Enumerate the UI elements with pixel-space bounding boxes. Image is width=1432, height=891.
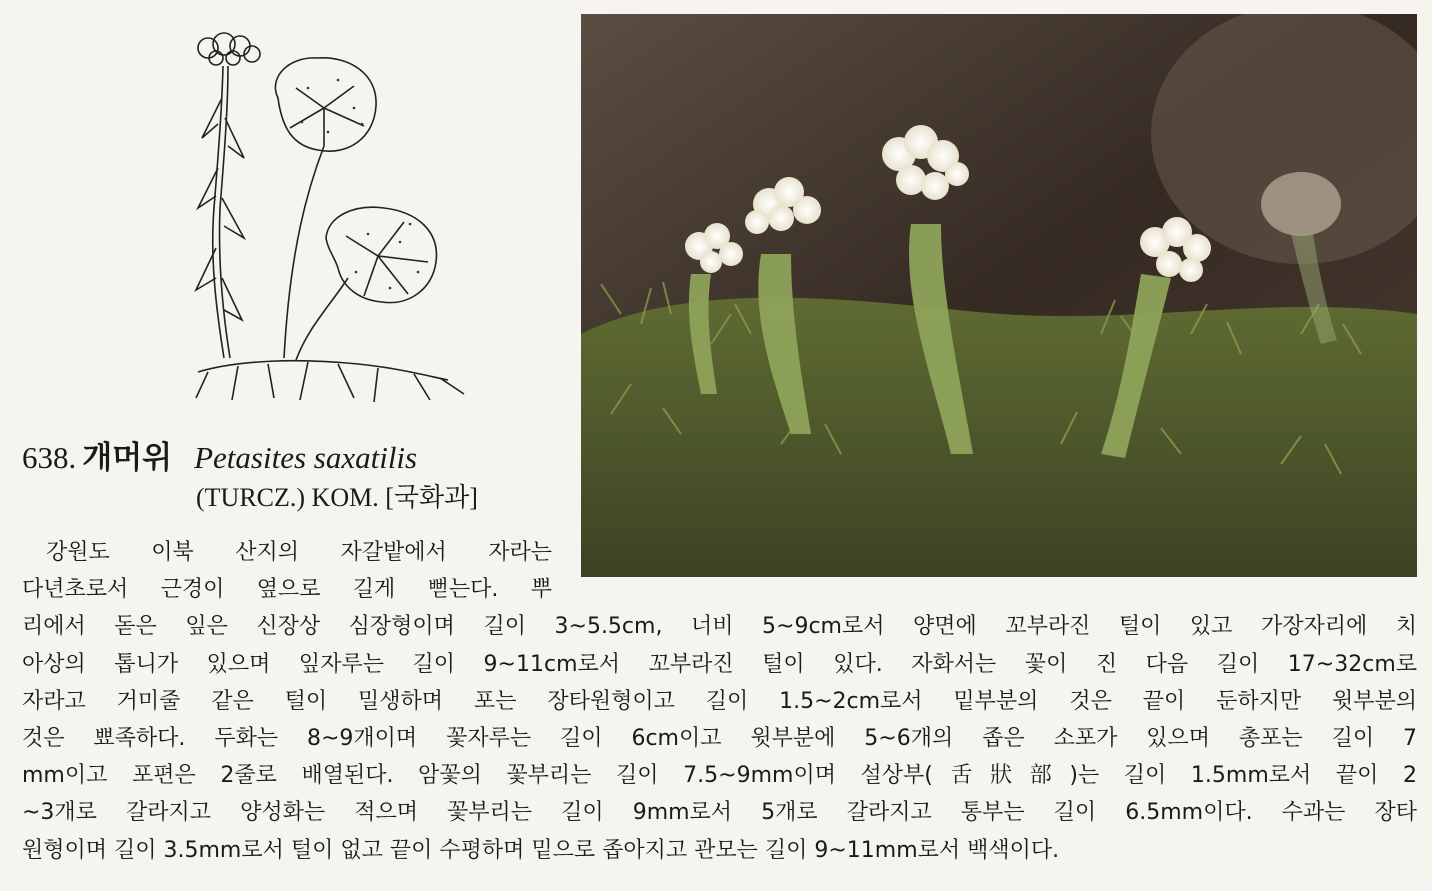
description-text bbox=[22, 534, 1417, 869]
description-line: 강원도 이북 산지의 자갈밭에서 자라는 bbox=[46, 540, 552, 565]
flower-cluster-drawing bbox=[198, 33, 260, 65]
description-line: 원형이며 길이 3.5mm로서 털이 없고 끝이 수평하며 밑으로 좁아지고 관모는 길이 9~11mm로서 백색이다. bbox=[22, 837, 1060, 863]
plant-photograph bbox=[581, 14, 1417, 577]
entry-number: 638. bbox=[22, 440, 77, 475]
description-line: ~3개로 갈라지고 양성화는 적으며 꽃부리는 길이 9mm로서 5개로 갈라지고 통부는 길이 6.5mm이다. 수과는 장타 bbox=[22, 800, 1417, 826]
description-line: 아상의 톱니가 있으며 잎자루는 길이 9~11cm로서 꼬부라진 털이 있다. 자화서는 꽃이 진 다음 길이 17~32cm로 bbox=[22, 651, 1417, 677]
leaf-dot-texture bbox=[301, 79, 420, 290]
scientific-name: Petasites saxatilis bbox=[194, 440, 418, 475]
description-line: 다년초로서 근경이 옆으로 길게 뻗는다. 뿌 bbox=[22, 577, 552, 603]
description-line: 자라고 거미줄 같은 털이 밀생하며 포는 장타원형이고 길이 1.5~2cm로서 밑부분의 것은 끝이 둔하지만 윗부분의 bbox=[22, 688, 1417, 714]
botanical-illustration bbox=[178, 28, 478, 406]
description-line: 것은 뾰족하다. 두화는 8~9개이며 꽃자루는 길이 6cm이고 윗부분에 5~6개의 좁은 소포가 있으며 총포는 길이 7 bbox=[22, 725, 1417, 751]
entry-heading bbox=[22, 438, 562, 478]
description-line: mm이고 포편은 2줄로 배열된다. 암꽃의 꽃부리는 길이 7.5~9mm이며 설상부(舌狀部)는 길이 1.5mm로서 끝이 2 bbox=[22, 763, 1417, 789]
authority-and-family: (TURCZ.) KOM. [국화과] bbox=[196, 483, 478, 512]
korean-name: 개머위 bbox=[82, 440, 173, 476]
description-line: 리에서 돋은 잎은 신장상 심장형이며 길이 3~5.5cm, 너비 5~9cm로서 양면에 꼬부라진 털이 있고 가장자리에 치 bbox=[22, 614, 1417, 640]
